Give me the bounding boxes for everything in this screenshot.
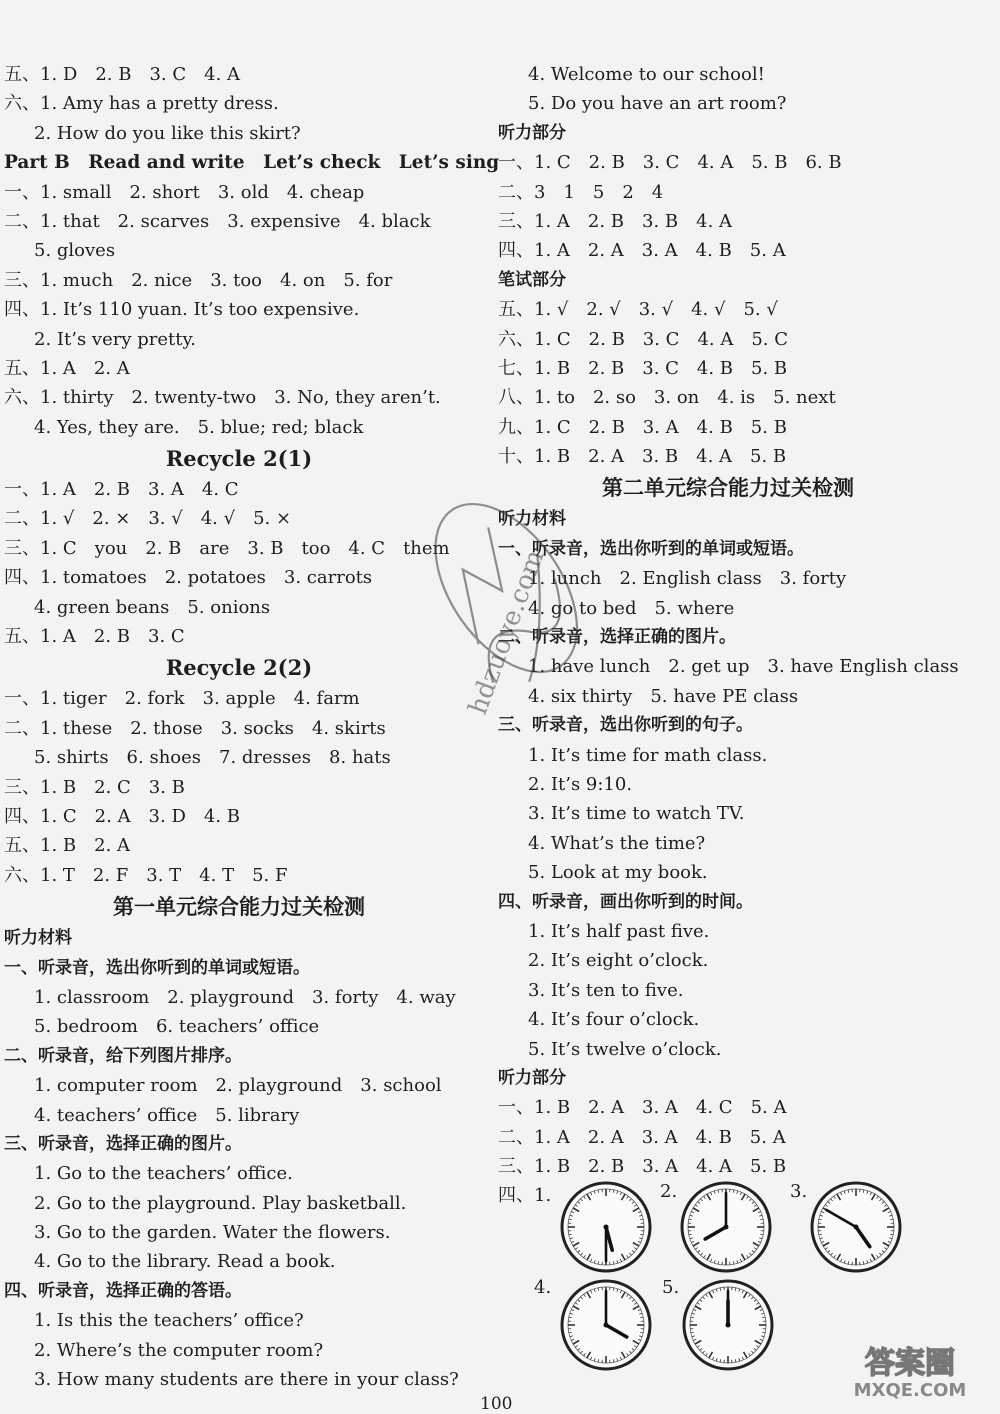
site-logo — [830, 1341, 990, 1401]
right-line: 5. Do you have an art room? — [498, 89, 958, 118]
right-line: 4. Welcome to our school! — [498, 60, 958, 89]
left-line: 三、听录音，选择正确的图片。 — [4, 1130, 474, 1159]
clock-center — [724, 1225, 729, 1230]
left-line: 1. classroom 2. playground 3. forty 4. way — [4, 983, 474, 1012]
left-column — [4, 60, 474, 1394]
left-line: 五、1. A 2. B 3. C — [4, 622, 474, 651]
left-line: 听力材料 — [4, 924, 474, 953]
logo-sub: MXQE.COM — [854, 1380, 967, 1401]
left-line: Recycle 2(1) — [4, 442, 474, 475]
left-line: 2. Go to the playground. Play basketball. — [4, 1189, 474, 1218]
clock-label: 4. — [534, 1277, 551, 1298]
right-line: 听力部分 — [498, 119, 958, 148]
left-line: 二、1. these 2. those 3. socks 4. skirts — [4, 714, 474, 743]
right-line: 五、1. √ 2. √ 3. √ 4. √ 5. √ — [498, 295, 958, 324]
page-number: 100 — [480, 1394, 512, 1414]
right-line: 3. It’s time to watch TV. — [498, 799, 958, 828]
right-line: 六、1. C 2. B 3. C 4. A 5. C — [498, 325, 958, 354]
left-line: 四、1. tomatoes 2. potatoes 3. carrots — [4, 563, 474, 592]
right-line: 二、听录音，选择正确的图片。 — [498, 623, 958, 652]
right-line: 听力材料 — [498, 505, 958, 534]
right-line: 一、1. B 2. A 3. A 4. C 5. A — [498, 1093, 958, 1122]
left-line: 四、听录音，选择正确的答语。 — [4, 1277, 474, 1306]
right-line: 1. It’s half past five. — [498, 917, 958, 946]
right-line: 第二单元综合能力过关检测 — [498, 471, 958, 505]
left-line: 5. bedroom 6. teachers’ office — [4, 1012, 474, 1041]
right-line: 1. It’s time for math class. — [498, 741, 958, 770]
right-column-lines — [498, 60, 958, 1181]
right-line: 5. Look at my book. — [498, 858, 958, 887]
left-line: 一、1. small 2. short 3. old 4. cheap — [4, 178, 474, 207]
left-line: 六、1. T 2. F 3. T 4. T 5. F — [4, 861, 474, 890]
clock-center — [604, 1323, 609, 1328]
clock-label: 2. — [660, 1181, 677, 1202]
clock-center — [726, 1323, 731, 1328]
left-line: 2. It’s very pretty. — [4, 325, 474, 354]
right-line: 三、听录音，选出你听到的句子。 — [498, 711, 958, 740]
left-line: 1. Is this the teachers’ office? — [4, 1306, 474, 1335]
left-line: 3. How many students are there in your class? — [4, 1365, 474, 1394]
clock-label: 四、1. — [498, 1181, 551, 1207]
logo-main: 答案圈 — [865, 1346, 955, 1381]
clock-label: 5. — [662, 1277, 679, 1298]
left-line: 四、1. C 2. A 3. D 4. B — [4, 802, 474, 831]
right-line: 3. It’s ten to five. — [498, 976, 958, 1005]
right-line: 5. It’s twelve o’clock. — [498, 1035, 958, 1064]
right-line: 八、1. to 2. so 3. on 4. is 5. next — [498, 383, 958, 412]
clock-label: 3. — [790, 1181, 807, 1202]
left-line: 六、1. Amy has a pretty dress. — [4, 89, 474, 118]
right-line: 四、1. A 2. A 3. A 4. B 5. A — [498, 236, 958, 265]
left-line: 四、1. It’s 110 yuan. It’s too expensive. — [4, 295, 474, 324]
right-line: 4. It’s four o’clock. — [498, 1005, 958, 1034]
left-line: 4. teachers’ office 5. library — [4, 1101, 474, 1130]
right-line: 笔试部分 — [498, 266, 958, 295]
right-line: 一、1. C 2. B 3. C 4. A 5. B 6. B — [498, 148, 958, 177]
clock-center — [854, 1225, 859, 1230]
left-line: 5. gloves — [4, 236, 474, 265]
left-line: 3. Go to the garden. Water the flowers. — [4, 1218, 474, 1247]
left-line: 一、听录音，选出你听到的单词或短语。 — [4, 954, 474, 983]
left-line: 五、1. B 2. A — [4, 831, 474, 860]
left-line: 五、1. A 2. A — [4, 354, 474, 383]
right-line: 三、1. A 2. B 3. B 4. A — [498, 207, 958, 236]
left-line: Part B Read and write Let’s check Let’s sing — [4, 148, 474, 177]
right-line: 2. It’s eight o’clock. — [498, 946, 958, 975]
left-line: 一、1. A 2. B 3. A 4. C — [4, 475, 474, 504]
left-line: 1. computer room 2. playground 3. school — [4, 1071, 474, 1100]
left-line: Recycle 2(2) — [4, 651, 474, 684]
left-line: 三、1. much 2. nice 3. too 4. on 5. for — [4, 266, 474, 295]
left-line: 4. Yes, they are. 5. blue; red; black — [4, 413, 474, 442]
left-line: 二、听录音，给下列图片排序。 — [4, 1042, 474, 1071]
left-line: 1. Go to the teachers’ office. — [4, 1159, 474, 1188]
left-line: 2. How do you like this skirt? — [4, 119, 474, 148]
watermark-text: hdzuoye.com — [463, 546, 550, 719]
left-line: 二、1. that 2. scarves 3. expensive 4. black — [4, 207, 474, 236]
right-line: 2. It’s 9:10. — [498, 770, 958, 799]
left-line: 5. shirts 6. shoes 7. dresses 8. hats — [4, 743, 474, 772]
clock-face — [806, 1177, 906, 1277]
right-line: 4. What’s the time? — [498, 829, 958, 858]
right-line: 听力部分 — [498, 1064, 958, 1093]
clock-face — [676, 1177, 776, 1277]
right-line: 十、1. B 2. A 3. B 4. A 5. B — [498, 442, 958, 471]
left-line: 六、1. thirty 2. twenty-two 3. No, they aren’t. — [4, 383, 474, 412]
left-line: 二、1. √ 2. × 3. √ 4. √ 5. × — [4, 504, 474, 533]
right-line: 二、3 1 5 2 4 — [498, 178, 958, 207]
right-line: 九、1. C 2. B 3. A 4. B 5. B — [498, 413, 958, 442]
right-column — [498, 60, 958, 1381]
clock-face — [678, 1275, 778, 1375]
right-line: 四、听录音，画出你听到的时间。 — [498, 888, 958, 917]
right-line: 三、1. B 2. B 3. A 4. A 5. B — [498, 1152, 958, 1181]
left-line: 一、1. tiger 2. fork 3. apple 4. farm — [4, 684, 474, 713]
left-line: 三、1. B 2. C 3. B — [4, 773, 474, 802]
right-line: 1. lunch 2. English class 3. forty — [498, 564, 958, 593]
right-line: 1. have lunch 2. get up 3. have English class — [498, 652, 958, 681]
right-line: 二、1. A 2. A 3. A 4. B 5. A — [498, 1123, 958, 1152]
right-line: 4. six thirty 5. have PE class — [498, 682, 958, 711]
right-line: 一、听录音，选出你听到的单词或短语。 — [498, 535, 958, 564]
right-line: 4. go to bed 5. where — [498, 594, 958, 623]
left-line: 4. Go to the library. Read a book. — [4, 1247, 474, 1276]
left-line: 2. Where’s the computer room? — [4, 1336, 474, 1365]
clock-center — [604, 1225, 609, 1230]
clock-face — [556, 1177, 656, 1277]
left-line: 第一单元综合能力过关检测 — [4, 890, 474, 924]
left-line: 五、1. D 2. B 3. C 4. A — [4, 60, 474, 89]
right-line: 七、1. B 2. B 3. C 4. B 5. B — [498, 354, 958, 383]
left-line: 三、1. C you 2. B are 3. B too 4. C them — [4, 534, 474, 563]
left-line: 4. green beans 5. onions — [4, 593, 474, 622]
clock-face — [556, 1275, 656, 1375]
